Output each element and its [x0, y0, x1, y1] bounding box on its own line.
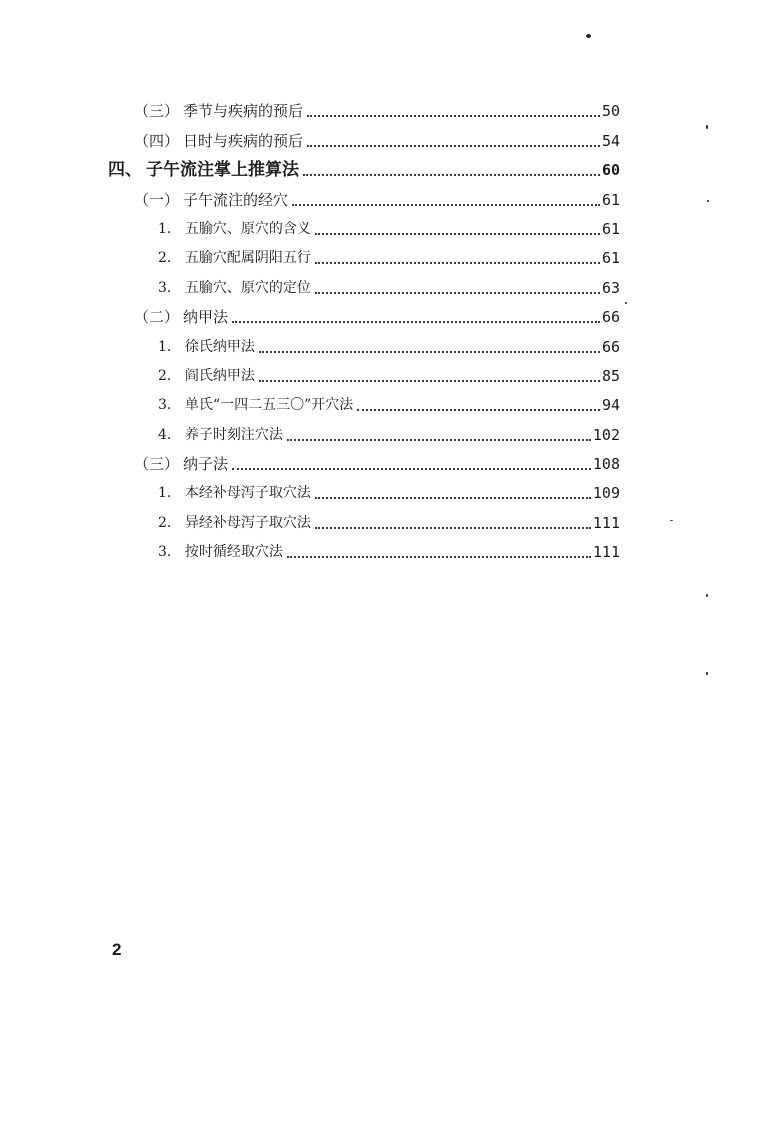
- toc-entry-title: 五腧穴、原穴的含义: [184, 220, 311, 237]
- scan-speck: [706, 672, 708, 675]
- toc-entry-page: 61: [601, 190, 620, 209]
- toc-entry: [108, 121, 620, 150]
- toc-entry-title: 日时与疾病的预后: [183, 131, 304, 150]
- scan-speck: [706, 125, 708, 129]
- toc-entry: [108, 298, 620, 327]
- toc-entry: [108, 357, 620, 386]
- toc-entry-title: 五腧穴、原穴的定位: [184, 279, 311, 296]
- toc-entry-number: 3．: [158, 279, 181, 296]
- toc-entry-title: 单氏“一四二五三〇”开穴法: [184, 397, 354, 414]
- toc-entry: [108, 474, 620, 503]
- toc-entry-title: 徐氏纳甲法: [184, 338, 255, 355]
- toc-entry-number: 1．: [158, 220, 181, 237]
- dot-leader: [287, 556, 591, 558]
- toc-entry-number: 3．: [158, 544, 181, 561]
- toc-entry-number: 2．: [158, 514, 181, 531]
- toc-entry-title: 养子时刻注穴法: [184, 426, 283, 443]
- dot-leader: [307, 145, 600, 147]
- toc-entry-number: 2．: [158, 250, 181, 267]
- dot-leader: [292, 204, 600, 206]
- toc-entry-number: （二）: [134, 308, 180, 327]
- dot-leader: [232, 468, 591, 470]
- toc-entry-page: 111: [592, 543, 620, 562]
- dot-leader: [315, 233, 600, 235]
- toc-entry-page: 54: [601, 131, 620, 150]
- toc-entry-page: 108: [592, 455, 620, 474]
- scan-speck: [625, 302, 627, 304]
- toc-entry: [108, 445, 620, 474]
- toc-entry-number: 1．: [158, 338, 181, 355]
- toc-entry-page: 102: [592, 425, 620, 444]
- dot-leader: [315, 262, 600, 264]
- toc-entry-title: 按时循经取穴法: [184, 544, 283, 561]
- toc-entry-page: 50: [601, 102, 620, 121]
- toc-entry-page: 61: [601, 219, 620, 238]
- toc-entry-page: 60: [601, 161, 620, 180]
- toc-entry-page: 66: [601, 308, 620, 327]
- toc-entry-title: 子午流注的经穴: [183, 190, 289, 209]
- dot-leader: [303, 174, 600, 176]
- dot-leader: [315, 497, 591, 499]
- toc-entry-page: 109: [592, 484, 620, 503]
- dot-leader: [259, 351, 600, 353]
- toc-entry-page: 61: [601, 249, 620, 268]
- toc-entry-number: （四）: [134, 131, 180, 150]
- toc-entry: [108, 180, 620, 209]
- dot-leader: [259, 380, 600, 382]
- toc-entry-title: 纳甲法: [183, 308, 229, 327]
- scan-speck: [706, 594, 708, 597]
- toc-entry: [108, 503, 620, 532]
- toc-entry: [108, 327, 620, 356]
- toc-entry-title: 阎氏纳甲法: [184, 367, 255, 384]
- toc-entry-page: 94: [601, 396, 620, 415]
- scan-speck: [670, 520, 673, 521]
- dot-leader: [357, 409, 600, 411]
- toc-entry-title: 纳子法: [183, 455, 229, 474]
- toc-entry-title: 本经补母泻子取穴法: [184, 485, 311, 502]
- scan-speck: [707, 200, 709, 202]
- toc-entry-page: 63: [601, 278, 620, 297]
- toc-entry: [108, 210, 620, 239]
- page-number: 2: [112, 940, 122, 959]
- toc-entry: [108, 92, 620, 121]
- dot-leader: [307, 115, 600, 117]
- scan-speck: [586, 34, 591, 38]
- toc-entry: [108, 239, 620, 268]
- toc-entry-number: （三）: [134, 455, 180, 474]
- dot-leader: [232, 321, 600, 323]
- toc-entry-number: 1．: [158, 485, 181, 502]
- toc-entry-number: 四、: [108, 160, 142, 181]
- dot-leader: [315, 527, 591, 529]
- toc-entry-page: 66: [601, 337, 620, 356]
- toc-entry: [108, 268, 620, 297]
- toc-entry: [108, 533, 620, 562]
- dot-leader: [287, 439, 591, 441]
- toc-entry-number: 3．: [158, 397, 181, 414]
- toc-entry-page: 111: [592, 513, 620, 532]
- toc-entry-number: （一）: [134, 190, 180, 209]
- toc-entry-number: 4．: [158, 426, 181, 443]
- toc-entry: [108, 151, 620, 180]
- toc-entry-title: 五腧穴配属阴阳五行: [184, 250, 311, 267]
- toc-entry-title: 异经补母泻子取穴法: [184, 514, 311, 531]
- dot-leader: [315, 292, 600, 294]
- toc-entry: [108, 386, 620, 415]
- toc-entry-number: 2．: [158, 367, 181, 384]
- toc-entry-page: 85: [601, 366, 620, 385]
- toc-entry-number: （三）: [134, 102, 180, 121]
- toc-entry-title: 子午流注掌上推算法: [146, 160, 299, 181]
- table-of-contents: [108, 92, 620, 562]
- toc-entry: [108, 415, 620, 444]
- toc-entry-title: 季节与疾病的预后: [183, 102, 304, 121]
